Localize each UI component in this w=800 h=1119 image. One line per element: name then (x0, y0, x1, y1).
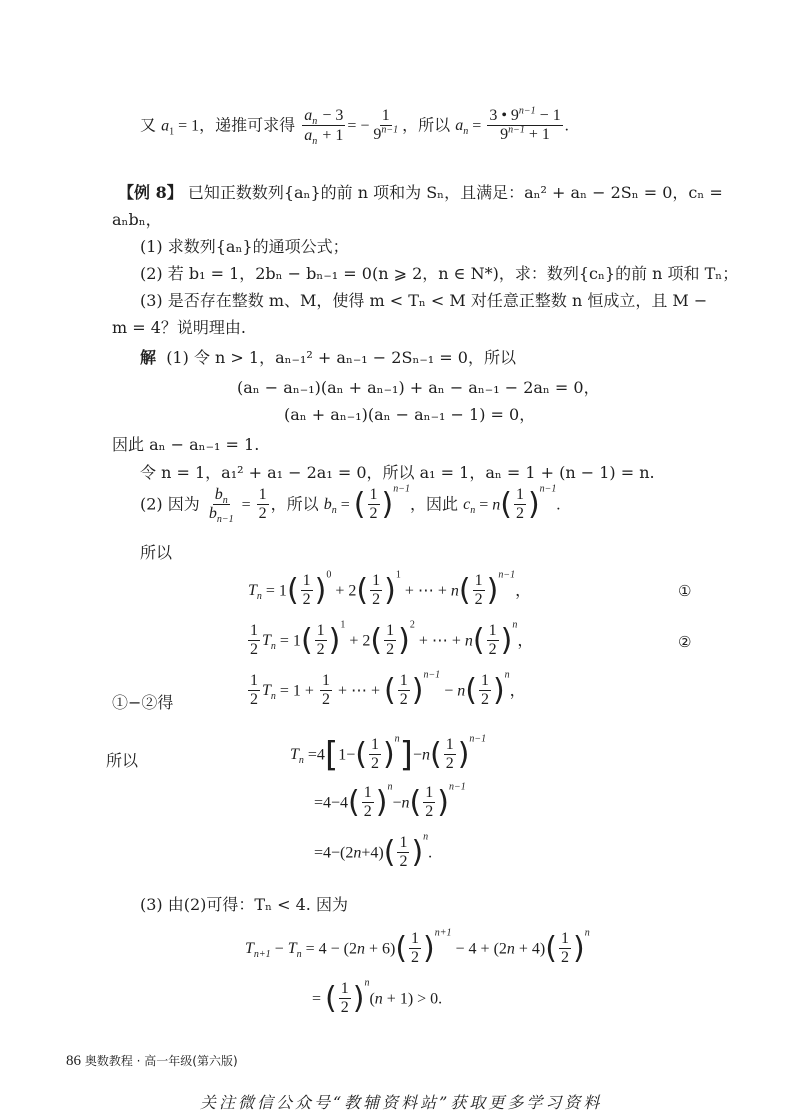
so-line-2: 所以 (106, 751, 139, 770)
tn-closed-2: =4−4( $\frac{1}{2}$ )$^n$−n( $\frac{1}{2}$ )$^{n-1}$ (314, 781, 466, 821)
so-line: 所以 (140, 543, 173, 562)
let-n-1-line: 令 n = 1，a₁² + a₁ − 2a₁ = 0，所以 a₁ = 1，aₙ = 1 + (n − 1) = n. (140, 463, 655, 482)
question-1: (1) 求数列{aₙ}的通项公式； (140, 237, 349, 256)
hence-line: 因此 aₙ − aₙ₋₁ = 1. (112, 435, 260, 454)
subtract-equation: $\frac{1}{2}$ $T_n = 1$ + $\frac{1}{2}$ + ⋯ + ( $\frac{1}{2}$ )$^{n-1}$ − n( $\frac{1}{2}$ )$^n$， (250, 669, 526, 709)
watermark-text: 关注微信公众号“教辅资料站”获取更多学习资料 (200, 1093, 603, 1112)
line-recurrence: 又 $a_1 = 1$，递推可求得 $\frac{a_n - 3}{a_n + 1}$ = − $\frac{1}{9^{n-1}}$ ，所以 $a_n$ = $\frac{3 • 9^{n-1} - 1}{9^{n-1} + 1}$ . (140, 105, 569, 148)
subtract-label: ①−②得 (112, 693, 174, 712)
book-title: 奥数教程 · 高一年级(第六版) (84, 1054, 238, 1068)
solution-part-3: (3) 由(2)可得：Tₙ < 4. 因为 (140, 895, 348, 914)
question-3-cont: m = 4？说明理由. (112, 318, 247, 337)
tn-sum-equation: $T_n = 1$( $\frac{1}{2}$ )$^0$ + 2( $\frac{1}{2}$ )$^1$ + ⋯ + n( $\frac{1}{2}$ )$^{n-1}$， (248, 569, 532, 609)
difference-equation: $T_{n+1} - T_n = 4 - (2n + 6)$( $\frac{1}{2}$ )$^{n+1}$ − 4 + (2n + 4)( $\frac{1}{2}$ )$^n$ (245, 927, 590, 967)
tn-closed-3: =4−(2n+4)( $\frac{1}{2}$ )$^n$. (314, 831, 433, 871)
question-3: (3) 是否存在整数 m、M，使得 m < Tₙ < M 对任意正整数 n 恒成立，且 M − (140, 291, 708, 310)
question-2: (2) 若 b₁ = 1，2bₙ − bₙ₋₁ = 0(n ⩾ 2，n ∈ N*)，求：数列{cₙ}的前 n 项和 Tₙ； (140, 264, 739, 283)
page-number: 86 (66, 1053, 81, 1069)
half-tn-equation: $\frac{1}{2}$ $T_n = 1$( $\frac{1}{2}$ )$^1$ + 2( $\frac{1}{2}$ )$^2$ + ⋯ + n( $\frac{1}{2}$ )$^n$， (250, 619, 534, 659)
tn-closed-1: $T_n =4[1-$( $\frac{1}{2}$ )$^n$]−n( $\frac{1}{2}$ )$^{n-1}$ (290, 733, 487, 775)
solution-part-1: 解 (1) 令 n > 1，aₙ₋₁² + aₙ₋₁ − 2Sₙ₋₁ = 0，所以 (140, 348, 516, 367)
solution-part-2: (2) 因为 $\frac{b_n}{b_{n-1}}$ = $\frac{1}{2}$ ，所以 $b_n$ = ( $\frac{1}{2}$ )$^{n-1}$，因此 $c_n = n$( $\frac{1}{2}$ )$^{n-1}$. (140, 483, 561, 526)
page-footer (66, 1052, 238, 1070)
example-8-statement-cont: aₙbₙ， (112, 210, 162, 229)
equation-2: (aₙ + aₙ₋₁)(aₙ − aₙ₋₁ − 1) = 0， (284, 405, 536, 424)
difference-result: = ( $\frac{1}{2}$ )$^n$(n + 1) > 0. (312, 977, 443, 1017)
example-8-statement: 【例 8】 已知正数数列{aₙ}的前 n 项和为 Sₙ，且满足：aₙ² + aₙ − 2Sₙ = 0，cₙ = (118, 183, 723, 202)
equation-marker-1: ① (678, 582, 692, 600)
equation-marker-2: ② (678, 633, 692, 651)
equation-1: (aₙ − aₙ₋₁)(aₙ + aₙ₋₁) + aₙ − aₙ₋₁ − 2aₙ = 0， (237, 378, 600, 397)
